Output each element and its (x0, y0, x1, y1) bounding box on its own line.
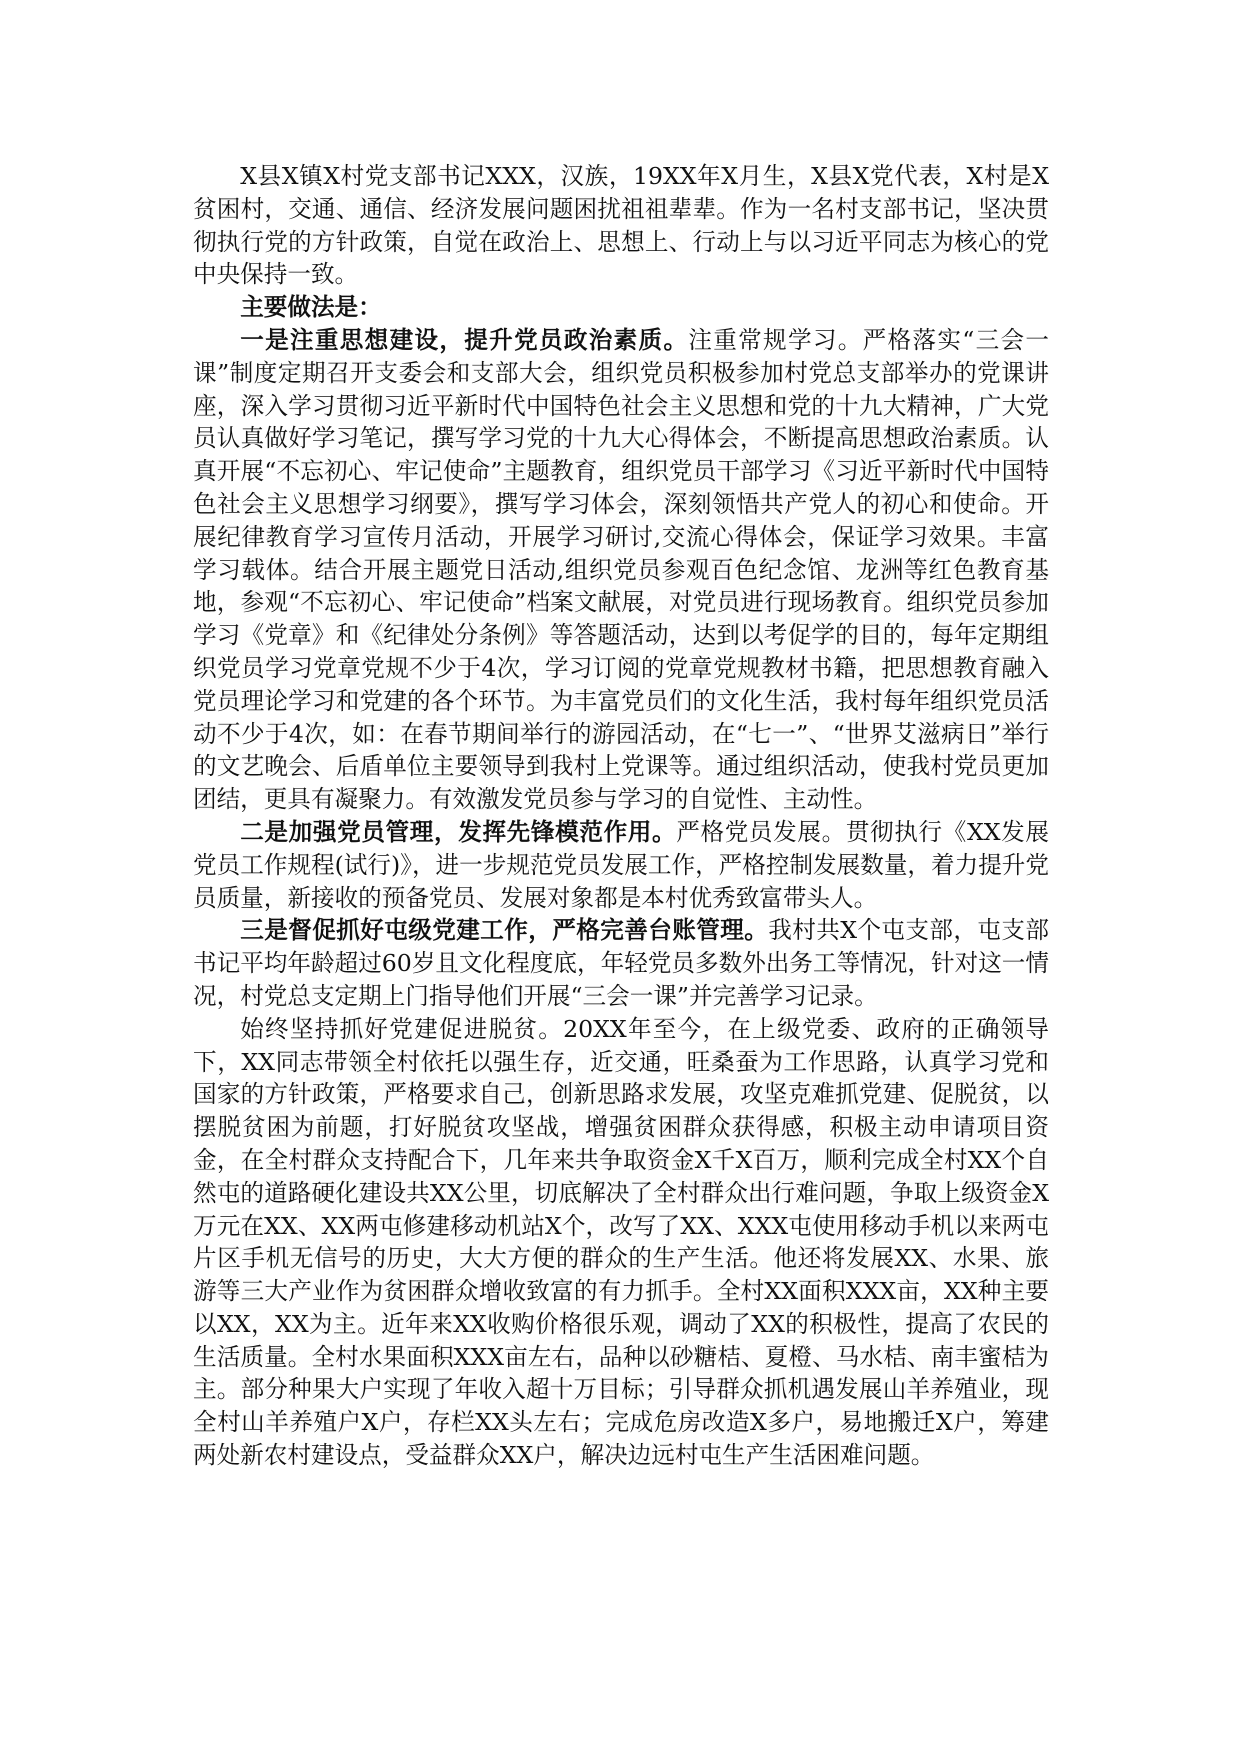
closing-paragraph: 始终坚持抓好党建促进脱贫。20XX年至今，在上级党委、政府的正确领导下，XX同志带领全村依托以强生存，近交通，旺桑蚕为工作思路，认真学习党和国家的方针政策，严格要求自己，创新思路求发展，攻坚克难抓党建、促脱贫，以摆脱贫困为前题，打好脱贫攻坚战，增强贫困群众获得感，积极主动申请项目资金，在全村群众支持配合下，几年来共争取资金X千X百万，顺利完成全村XX个自然屯的道路硬化建设共XX公里，切底解决了全村群众出行难问题，争取上级资金X万元在XX、XX两屯修建移动机站X个，改写了XX、XXX屯使用移动手机以来两屯片区手机无信号的历史，大大方便的群众的生产生活。他还将发展XX、水果、旅游等三大产业作为贫困群众增收致富的有力抓手。全村XX面积XXX亩，XX种主要以XX，XX为主。近年来XX收购价格很乐观，调动了XX的积极性，提高了农民的生活质量。全村水果面积XXX亩左右，品种以砂糖桔、夏橙、马水桔、南丰蜜桔为主。部分种果大户实现了年收入超十万目标；引导群众抓机遇发展山羊养殖业，现全村山羊养殖户X户，存栏XX头左右；完成危房改造X多户，易地搬迁X户，筹建两处新农村建设点，受益群众XX户，解决边远村屯生产生活困难问题。 (193, 1014, 1049, 1470)
main-heading: 主要做法是： (240, 293, 382, 322)
section-3-body: 我村共X个屯支部，屯支部书记平均年龄超过60岁且文化程度底，年轻党员多数外出务工等情况，针对这一情况，村党总支定期上门指导他们开展“三会一课”并完善学习记录。 (193, 916, 1050, 1010)
section-3-paragraph (193, 914, 1049, 1012)
section-1-paragraph (193, 324, 1049, 816)
main-heading-paragraph (193, 291, 1049, 324)
section-1-lead: 一是注重思想建设，提升党员政治素质。 (240, 325, 689, 354)
section-2-body: 严格党员发展。贯彻执行《XX发展党员工作规程(试行)》，进一步规范党员发展工作，严格控制发展数量，着力提升党员质量，新接收的预备党员、发展对象都是本村优秀致富带头人。 (193, 817, 1050, 912)
section-1-body: 注重常规学习。严格落实“三会一课”制度定期召开支委会和支部大会，组织党员积极参加村党总支部举办的党课讲座，深入学习贯彻习近平新时代中国特色社会主义思想和党的十九大精神，广大党员认真做好学习笔记，撰写学习党的十九大心得体会，不断提高思想政治素质。认真开展“不忘初心、牢记使命”主题教育，组织党员干部学习《习近平新时代中国特色社会主义思想学习纲要》，撰写学习体会，深刻领悟共产党人的初心和使命。开展纪律教育学习宣传月活动，开展学习研讨,交流心得体会，保证学习效果。丰富学习载体。结合开展主题党日活动,组织党员参观百色纪念馆、龙洲等红色教育基地，参观“不忘初心、牢记使命”档案文献展，对党员进行现场教育。组织党员参加学习《党章》和《纪律处分条例》等答题活动，达到以考促学的目的，每年定期组织党员学习党章党规不少于4次，学习订阅的党章党规教材书籍，把思想教育融入党员理论学习和党建的各个环节。为丰富党员们的文化生活，我村每年组织党员活动不少于4次，如：在春节期间举行的游园活动，在“七一”、“世界艾滋病日”举行的文艺晚会、后盾单位主要领导到我村上党课等。通过组织活动，使我村党员更加团结，更具有凝聚力。有效激发党员参与学习的自觉性、主动性。 (193, 325, 1049, 814)
section-2-paragraph (193, 816, 1049, 914)
document-body (193, 160, 1049, 1472)
section-3-lead: 三是督促抓好屯级党建工作，严格完善台账管理。 (240, 916, 769, 945)
section-2-lead: 二是加强党员管理，发挥先锋模范作用。 (240, 817, 677, 846)
intro-paragraph: X县X镇X村党支部书记XXX，汉族，19XX年X月生，X县X党代表，X村是X贫困村，交通、通信、经济发展问题困扰祖祖辈辈。作为一名村支部书记，坚决贯彻执行党的方针政策，自觉在政治上、思想上、行动上与以习近平同志为核心的党中央保持一致。 (193, 162, 1049, 289)
